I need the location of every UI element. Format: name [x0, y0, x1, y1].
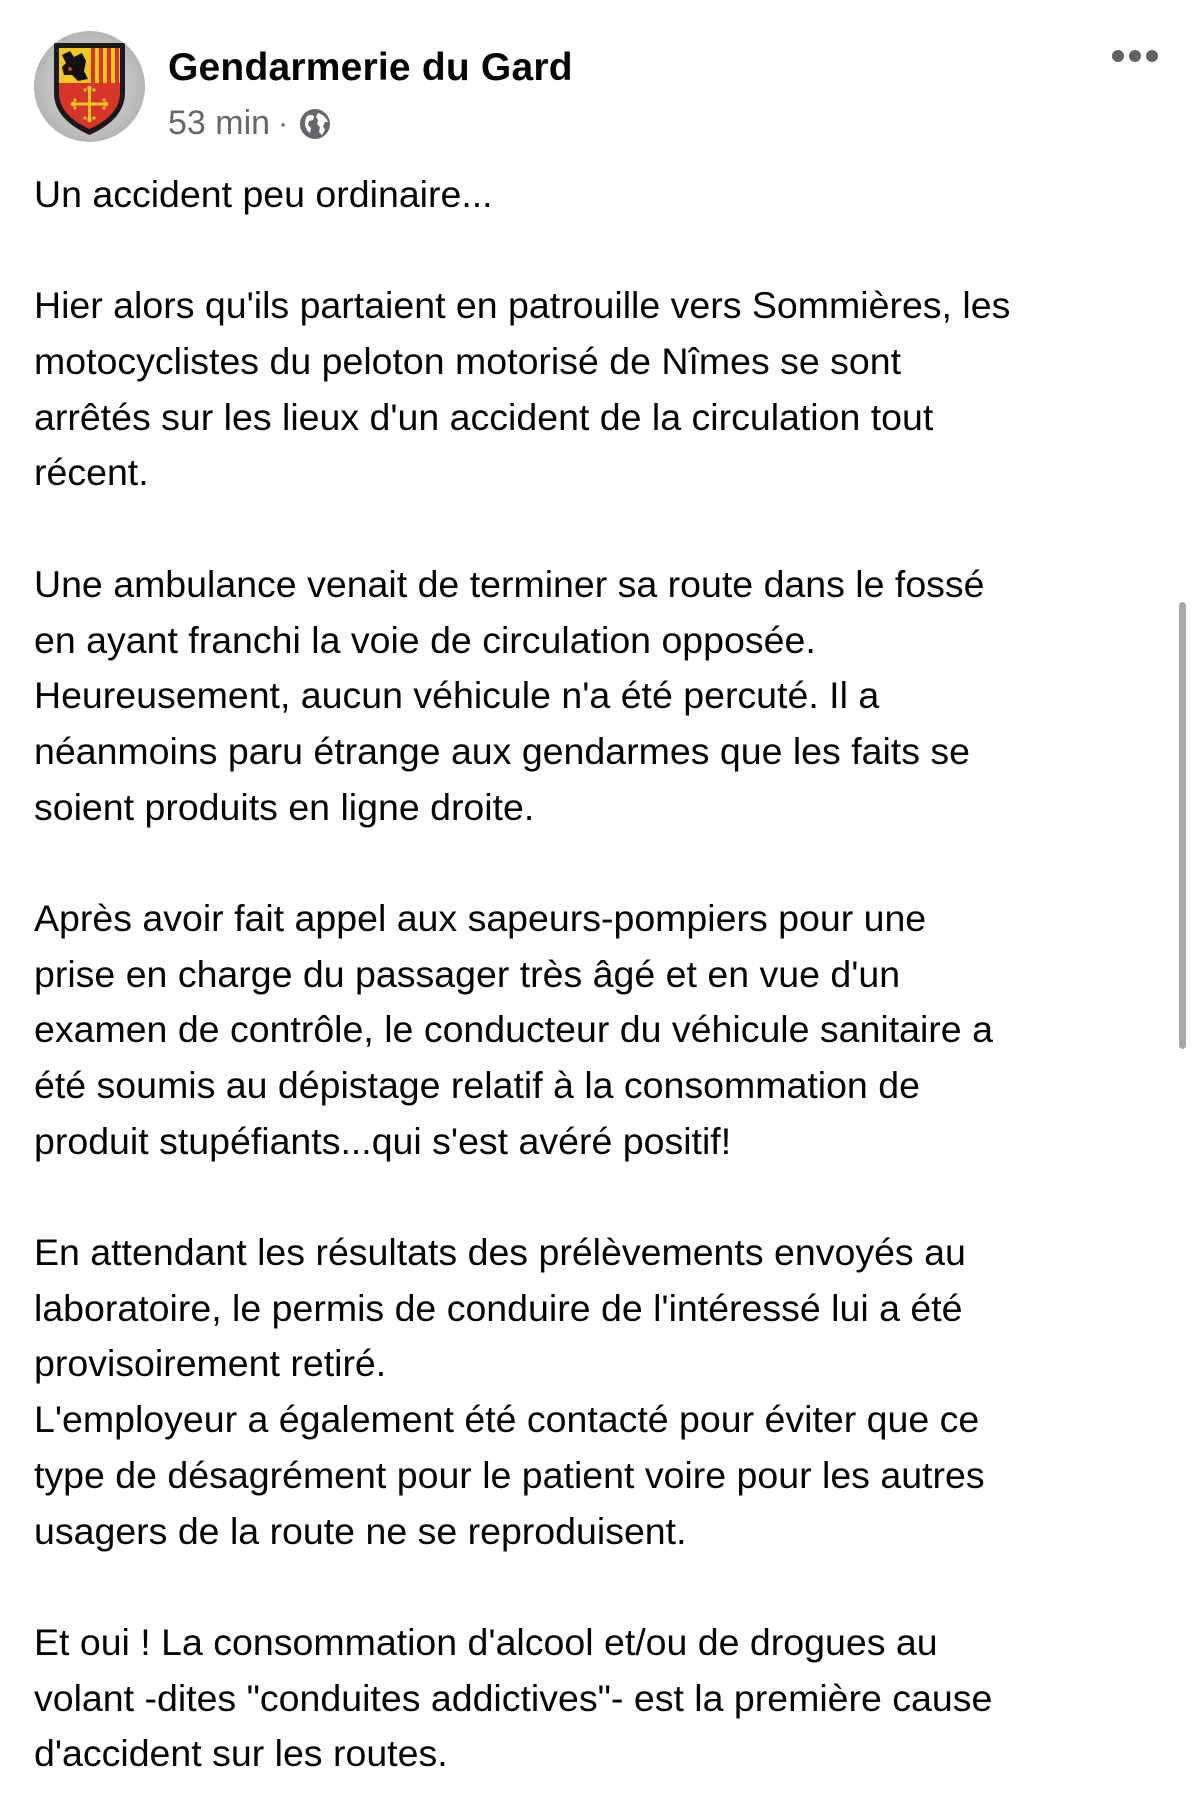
- paragraph-spacer: [34, 1169, 1164, 1225]
- meta-separator: ·: [278, 106, 289, 140]
- post-text-line: prise en charge du passager très âgé et en vue d'un: [34, 952, 901, 995]
- post-text-line: Une ambulance venait de terminer sa route dans le fossé: [34, 562, 985, 605]
- post-timestamp[interactable]: 53 min: [168, 104, 271, 142]
- post-text-line: Et oui ! La consommation d'alcool et/ou de drogues au: [34, 1620, 938, 1663]
- post-text-line: examen de contrôle, le conducteur du véhicule sanitaire a: [34, 1008, 993, 1051]
- globe-icon: [298, 107, 332, 141]
- post-text-line: laboratoire, le permis de conduire de l'intéressé lui a été: [34, 1286, 963, 1329]
- dot: [1112, 50, 1124, 62]
- post-meta: [168, 104, 332, 143]
- post-text-line: d'accident sur les routes.: [34, 1732, 448, 1775]
- more-options-button[interactable]: [1112, 50, 1158, 62]
- gendarmerie-crest-icon: [34, 31, 145, 142]
- post-text-line: Après avoir fait appel aux sapeurs-pompiers pour une: [34, 896, 927, 939]
- post-text-line: motocyclistes du peloton motorisé de Nîmes se sont: [34, 340, 902, 383]
- post-text-line: provisoirement retiré.: [34, 1342, 387, 1385]
- post-text-line: L'employeur a également été contacté pour éviter que ce: [34, 1398, 980, 1441]
- post-message: [34, 167, 1164, 1782]
- paragraph-spacer: [34, 223, 1164, 279]
- post-text-line: Hier alors qu'ils partaient en patrouille vers Sommières, les: [34, 284, 1011, 327]
- post-text-line: néanmoins paru étrange aux gendarmes que les faits se: [34, 729, 970, 772]
- post-text-line: type de désagrément pour le patient voire pour les autres: [34, 1453, 985, 1496]
- page-name-link[interactable]: Gendarmerie du Gard: [168, 46, 573, 89]
- post-text-line: été soumis au dépistage relatif à la consommation de: [34, 1064, 920, 1106]
- scrollbar[interactable]: [1179, 602, 1186, 1049]
- post-text-line: récent.: [34, 451, 149, 494]
- post-text-line: volant -dites "conduites addictives"- est la première cause: [34, 1676, 993, 1719]
- paragraph-spacer: [34, 1559, 1164, 1615]
- post-text-line: soient produits en ligne droite.: [34, 785, 535, 828]
- post-text-line: en ayant franchi la voie de circulation opposée.: [34, 618, 816, 661]
- post-text-line: En attendant les résultats des prélèvements envoyés au: [34, 1231, 966, 1274]
- dot: [1146, 50, 1158, 62]
- post-text-line: Un accident peu ordinaire...: [34, 173, 493, 215]
- post-text-line: usagers de la route ne se reproduisent.: [34, 1509, 687, 1552]
- paragraph-spacer: [34, 835, 1164, 891]
- post-text-line: produit stupéfiants...qui s'est avéré positif!: [34, 1119, 732, 1162]
- page-avatar[interactable]: [34, 31, 145, 142]
- post-text-line: Heureusement, aucun véhicule n'a été percuté. Il a: [34, 674, 880, 717]
- dot: [1129, 50, 1141, 62]
- post-text-line: arrêtés sur les lieux d'un accident de la circulation tout: [34, 395, 934, 438]
- paragraph-spacer: [34, 501, 1164, 557]
